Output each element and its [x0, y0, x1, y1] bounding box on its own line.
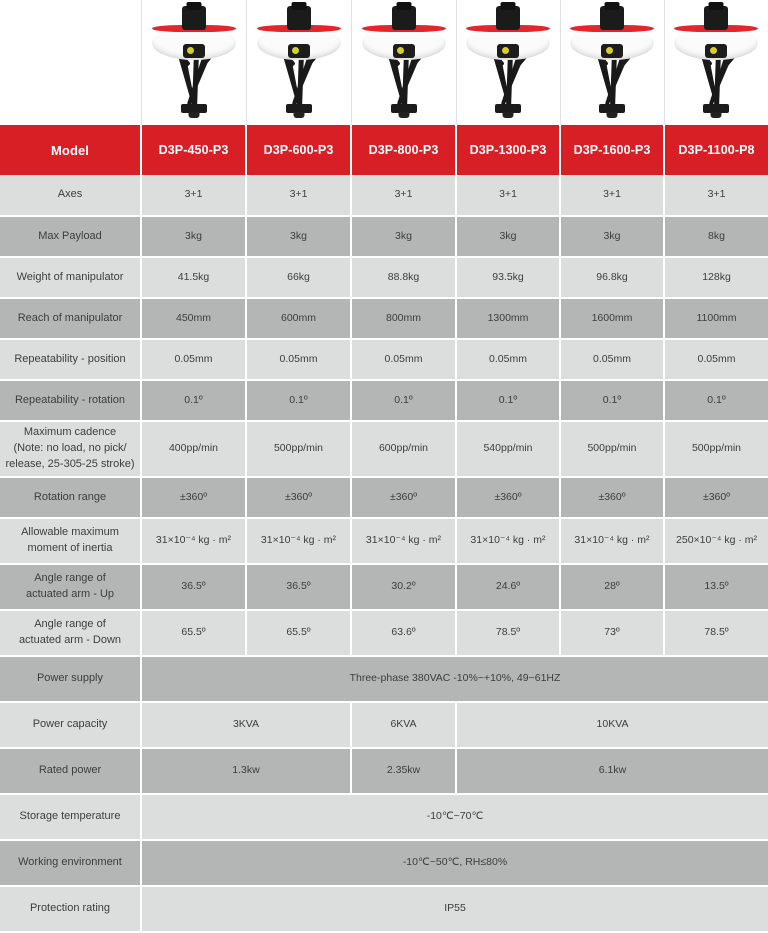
- spec-value: 500pp/min: [246, 421, 351, 477]
- spec-label: Repeatability - rotation: [0, 380, 141, 421]
- robot-part: [291, 2, 306, 10]
- spec-value: 66kg: [246, 257, 351, 298]
- spec-label: Storage temperature: [0, 794, 141, 840]
- header-model-3: D3P-800-P3: [351, 125, 456, 175]
- image-row-label-spacer: [0, 0, 141, 125]
- spec-value: 3kg: [141, 216, 246, 257]
- spec-label: Protection rating: [0, 886, 141, 932]
- header-model-2: D3P-600-P3: [246, 125, 351, 175]
- spec-value: 65.5º: [141, 610, 246, 656]
- robot-image-cell: [664, 0, 768, 125]
- robot-image-cell: [560, 0, 664, 125]
- spec-row: [0, 175, 768, 216]
- robot-image-cell: [456, 0, 560, 125]
- robot-part: [501, 2, 516, 10]
- robot-part: [502, 47, 509, 54]
- delta-robot-icon: [457, 0, 560, 125]
- robot-part: [606, 47, 613, 54]
- spec-value: 500pp/min: [560, 421, 664, 477]
- spec-value: 1600mm: [560, 298, 664, 339]
- robot-image-cell: [246, 0, 351, 125]
- spec-value-merged: 2.35kw: [351, 748, 456, 794]
- spec-value: 3+1: [141, 175, 246, 216]
- spec-label: Rated power: [0, 748, 141, 794]
- robot-part: [710, 47, 717, 54]
- spec-value: 78.5º: [456, 610, 560, 656]
- spec-row: [0, 257, 768, 298]
- spec-label: Allowable maximum moment of inertia: [0, 518, 141, 564]
- spec-value: 540pp/min: [456, 421, 560, 477]
- model-header-row: [0, 125, 768, 175]
- delta-robot-icon: [665, 0, 768, 125]
- spec-value: ±360º: [560, 477, 664, 518]
- spec-value: ±360º: [664, 477, 768, 518]
- spec-value: 1100mm: [664, 298, 768, 339]
- spec-row-merged: [0, 748, 768, 794]
- robot-part: [186, 2, 201, 10]
- spec-value: 3kg: [456, 216, 560, 257]
- spec-label: Angle range of actuated arm - Down: [0, 610, 141, 656]
- spec-value: 30.2º: [351, 564, 456, 610]
- spec-value: 78.5º: [664, 610, 768, 656]
- spec-label: Rotation range: [0, 477, 141, 518]
- header-model-4: D3P-1300-P3: [456, 125, 560, 175]
- spec-value: 3+1: [351, 175, 456, 216]
- spec-value: 31×10⁻⁴ kg · m²: [351, 518, 456, 564]
- spec-value: 450mm: [141, 298, 246, 339]
- spec-value: 65.5º: [246, 610, 351, 656]
- spec-row: [0, 421, 768, 477]
- spec-value: 63.6º: [351, 610, 456, 656]
- spec-value: 3+1: [664, 175, 768, 216]
- spec-value: 31×10⁻⁴ kg · m²: [456, 518, 560, 564]
- spec-value: ±360º: [246, 477, 351, 518]
- spec-value: 8kg: [664, 216, 768, 257]
- spec-row: [0, 564, 768, 610]
- spec-value: 41.5kg: [141, 257, 246, 298]
- spec-value-merged: 10KVA: [456, 702, 768, 748]
- spec-row-merged: [0, 794, 768, 840]
- spec-label: Maximum cadence (Note: no load, no pick/ release, 25-305-25 stroke): [0, 421, 141, 477]
- spec-value: 36.5º: [246, 564, 351, 610]
- spec-row: [0, 477, 768, 518]
- spec-value: 3kg: [246, 216, 351, 257]
- spec-value-merged: 6.1kw: [456, 748, 768, 794]
- spec-value: 13.5º: [664, 564, 768, 610]
- spec-value: 600pp/min: [351, 421, 456, 477]
- delta-robot-icon: [561, 0, 664, 125]
- spec-value: 36.5º: [141, 564, 246, 610]
- spec-value-merged: Three-phase 380VAC -10%~+10%, 49~61HZ: [141, 656, 768, 702]
- spec-value: 400pp/min: [141, 421, 246, 477]
- spec-value: 3+1: [560, 175, 664, 216]
- spec-value: ±360º: [456, 477, 560, 518]
- spec-value: 0.1º: [351, 380, 456, 421]
- robot-image-cell: [351, 0, 456, 125]
- spec-value-merged: 1.3kw: [141, 748, 351, 794]
- spec-value: 0.05mm: [560, 339, 664, 380]
- spec-label: Power supply: [0, 656, 141, 702]
- robot-part: [188, 112, 199, 118]
- spec-label: Reach of manipulator: [0, 298, 141, 339]
- spec-value: 93.5kg: [456, 257, 560, 298]
- spec-value: 0.1º: [456, 380, 560, 421]
- spec-label: Working environment: [0, 840, 141, 886]
- spec-label: Axes: [0, 175, 141, 216]
- spec-value: 96.8kg: [560, 257, 664, 298]
- spec-label: Power capacity: [0, 702, 141, 748]
- spec-value: 28º: [560, 564, 664, 610]
- spec-value: 500pp/min: [664, 421, 768, 477]
- spec-label: Weight of manipulator: [0, 257, 141, 298]
- robot-image-row: [0, 0, 768, 125]
- robot-part: [396, 2, 411, 10]
- robot-part: [503, 112, 514, 118]
- spec-value: 88.8kg: [351, 257, 456, 298]
- spec-value: 0.1º: [664, 380, 768, 421]
- spec-value: 31×10⁻⁴ kg · m²: [246, 518, 351, 564]
- spec-value-merged: IP55: [141, 886, 768, 932]
- spec-label: Repeatability - position: [0, 339, 141, 380]
- spec-value: 128kg: [664, 257, 768, 298]
- spec-value: 3+1: [246, 175, 351, 216]
- spec-value: 0.1º: [141, 380, 246, 421]
- spec-row: [0, 518, 768, 564]
- robot-part: [605, 2, 620, 10]
- spec-value: 3kg: [351, 216, 456, 257]
- spec-value: 31×10⁻⁴ kg · m²: [141, 518, 246, 564]
- delta-robot-icon: [352, 0, 456, 125]
- delta-robot-icon: [247, 0, 351, 125]
- spec-value: 24.6º: [456, 564, 560, 610]
- robot-part: [398, 112, 409, 118]
- spec-row: [0, 610, 768, 656]
- robot-image-cell: [141, 0, 246, 125]
- robot-part: [709, 2, 724, 10]
- header-model-1: D3P-450-P3: [141, 125, 246, 175]
- spec-value: 3+1: [456, 175, 560, 216]
- spec-value: 1300mm: [456, 298, 560, 339]
- spec-value: 0.05mm: [664, 339, 768, 380]
- spec-value: 800mm: [351, 298, 456, 339]
- spec-row-merged: [0, 886, 768, 932]
- spec-value: 0.05mm: [351, 339, 456, 380]
- header-model-6: D3P-1100-P8: [664, 125, 768, 175]
- spec-row: [0, 298, 768, 339]
- spec-row-merged: [0, 840, 768, 886]
- spec-value: ±360º: [141, 477, 246, 518]
- header-model-5: D3P-1600-P3: [560, 125, 664, 175]
- spec-value: 0.1º: [246, 380, 351, 421]
- spec-value-merged: -10℃~50℃, RH≤80%: [141, 840, 768, 886]
- spec-row: [0, 339, 768, 380]
- robot-part: [711, 112, 722, 118]
- spec-value: 0.05mm: [141, 339, 246, 380]
- spec-row: [0, 216, 768, 257]
- spec-row-merged: [0, 702, 768, 748]
- spec-value: 31×10⁻⁴ kg · m²: [560, 518, 664, 564]
- spec-value: 0.05mm: [246, 339, 351, 380]
- spec-value: 250×10⁻⁴ kg · m²: [664, 518, 768, 564]
- header-model-label: Model: [0, 125, 141, 175]
- spec-value: 3kg: [560, 216, 664, 257]
- robot-part: [607, 112, 618, 118]
- spec-value-merged: -10℃~70℃: [141, 794, 768, 840]
- spec-row: [0, 380, 768, 421]
- spec-value-merged: 6KVA: [351, 702, 456, 748]
- spec-value: 73º: [560, 610, 664, 656]
- spec-row-merged: [0, 656, 768, 702]
- spec-label: Angle range of actuated arm - Up: [0, 564, 141, 610]
- spec-value: 600mm: [246, 298, 351, 339]
- spec-value: 0.05mm: [456, 339, 560, 380]
- spec-value: 0.1º: [560, 380, 664, 421]
- spec-value-merged: 3KVA: [141, 702, 351, 748]
- delta-robot-icon: [142, 0, 246, 125]
- spec-label: Max Payload: [0, 216, 141, 257]
- spec-value: ±360º: [351, 477, 456, 518]
- robot-part: [293, 112, 304, 118]
